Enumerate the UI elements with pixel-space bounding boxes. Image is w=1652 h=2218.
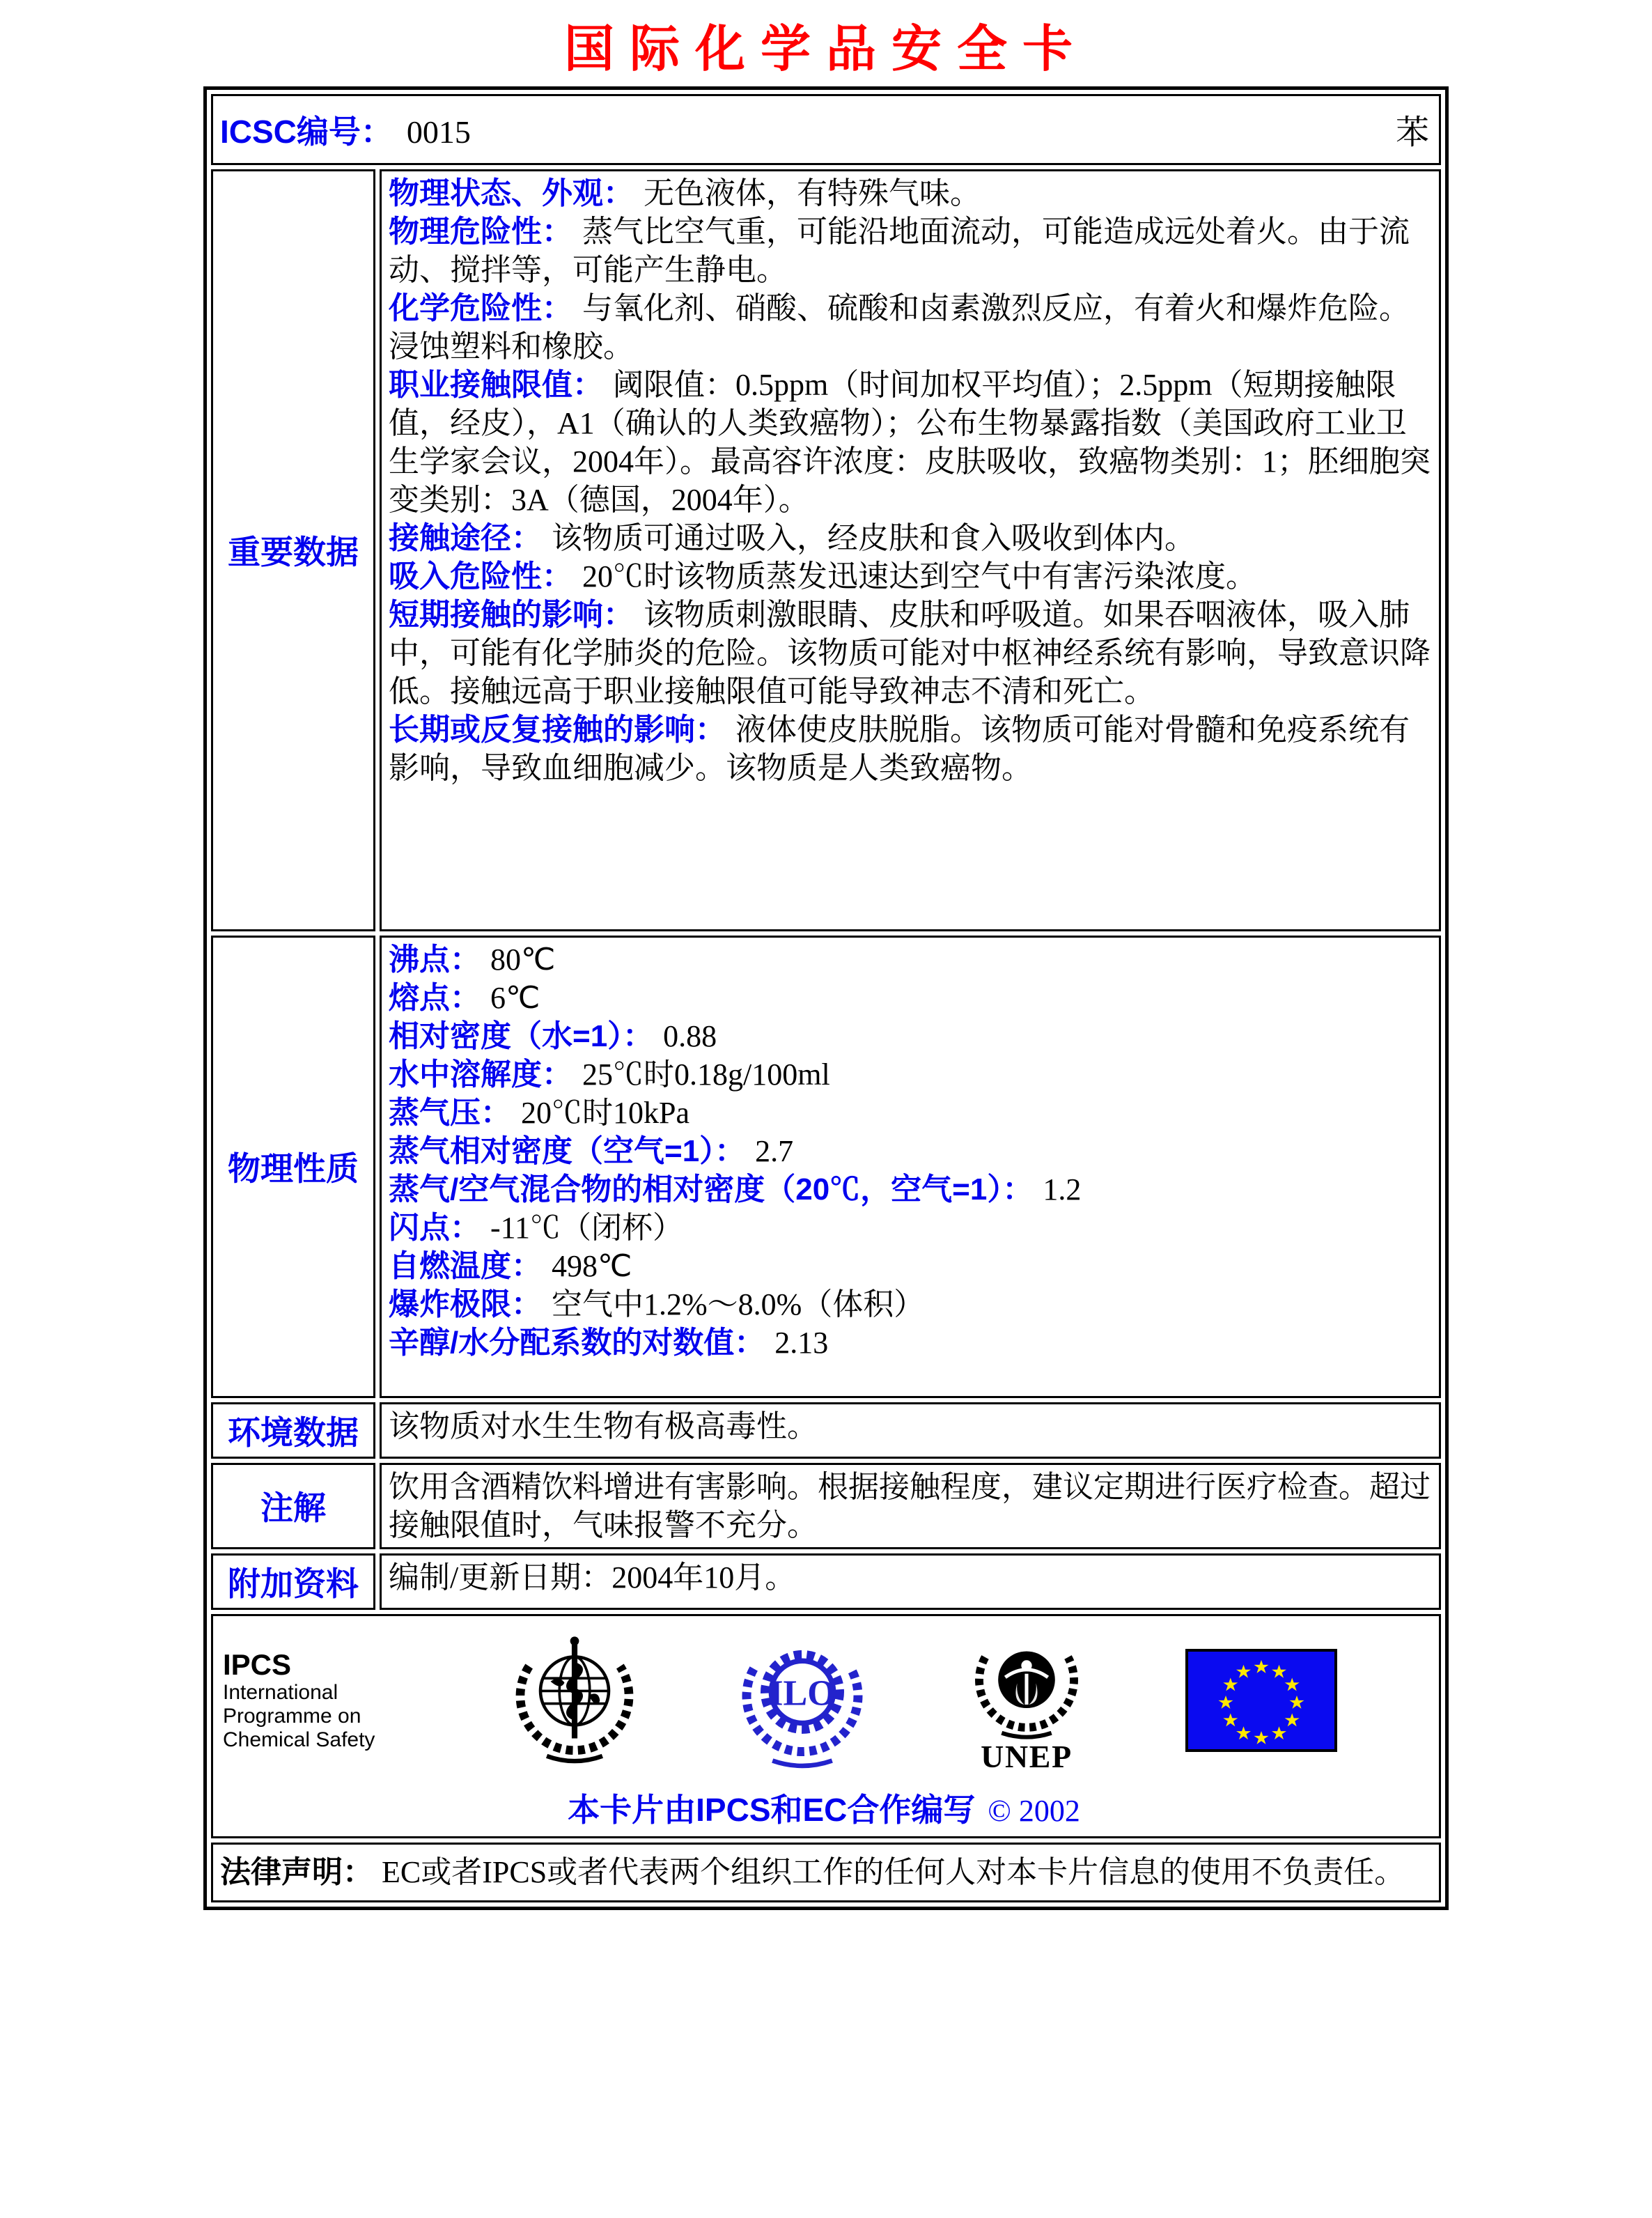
item-text: 与氧化剂、硝酸、硫酸和卤素激烈反应，有着火和爆炸危险。浸蚀塑料和橡胶。: [389, 290, 1410, 364]
item-label: 物理危险性：: [389, 214, 572, 249]
who-logo-icon: [511, 1632, 638, 1769]
item-text: 20℃时该物质蒸发迅速达到空气中有害污染浓度。: [582, 559, 1256, 594]
item-text: 6℃: [490, 980, 540, 1015]
item-label: 蒸气压：: [389, 1095, 511, 1130]
legal-label: 法律声明：: [220, 1854, 373, 1889]
physical-property: [389, 1017, 1432, 1055]
item-text: 20℃时10kPa: [521, 1095, 689, 1130]
physical-property: [389, 1094, 1432, 1132]
important-data-item: [389, 711, 1432, 787]
environment-content: [380, 1402, 1441, 1459]
section-cell-physical-properties: [211, 936, 375, 1398]
ipcs-subtitle-line: Chemical Safety: [223, 1728, 375, 1751]
copyright-year: © 2002: [988, 1793, 1080, 1828]
section-label-environment: 环境数据: [228, 1413, 359, 1451]
icsc-number-value: 0015: [406, 114, 471, 150]
important-data-item: [389, 596, 1432, 711]
icsc-number-label: ICSC编号：: [220, 113, 393, 150]
footer-caption-text: 本卡片由IPCS和EC合作编写: [568, 1791, 976, 1828]
item-text: 液体使皮肤脱脂。该物质可能对骨髓和免疫系统有影响，导致血细胞减少。该物质是人类致癌物。: [389, 712, 1410, 785]
legal-cell: [211, 1843, 1441, 1902]
important-data-content: [380, 169, 1441, 931]
physical-property: [389, 1132, 1432, 1170]
item-label: 蒸气/空气混合物的相对密度（20℃，空气=1）：: [389, 1172, 1034, 1207]
logos-cell: [211, 1614, 1441, 1838]
physical-property: [389, 1324, 1432, 1362]
ipcs-subtitle-line: International: [223, 1680, 338, 1704]
physical-property: [389, 1247, 1432, 1285]
ipcs-text-block: [223, 1649, 411, 1752]
item-text: 498℃: [552, 1248, 632, 1283]
environment-row: [211, 1402, 1441, 1459]
item-text: 0.88: [663, 1018, 717, 1053]
ilo-logo-icon: [738, 1632, 867, 1769]
physical-property: [389, 1055, 1432, 1094]
svg-text:UNEP: UNEP: [980, 1738, 1073, 1774]
important-data-row: [211, 169, 1441, 931]
header-row: [211, 94, 1441, 165]
physical-property: [389, 1170, 1432, 1209]
item-text: 2.7: [755, 1133, 794, 1168]
ipcs-title: IPCS: [223, 1647, 292, 1681]
item-text: 2.13: [774, 1325, 829, 1360]
additional-info-content: [380, 1553, 1441, 1610]
physical-property: [389, 1209, 1432, 1247]
item-label: 熔点：: [389, 980, 481, 1015]
legal-row: [211, 1843, 1441, 1902]
section-cell-important-data: [211, 169, 375, 931]
unep-logo-icon: [967, 1627, 1086, 1774]
logos-row: [211, 1614, 1441, 1838]
item-label: 水中溶解度：: [389, 1057, 572, 1092]
item-label: 自燃温度：: [389, 1248, 542, 1283]
notes-content: [380, 1463, 1441, 1549]
environment-text: 该物质对水生生物有极高毒性。: [389, 1409, 818, 1443]
item-label: 相对密度（水=1）：: [389, 1018, 654, 1053]
svg-text:ILO: ILO: [769, 1673, 836, 1714]
item-text: 空气中1.2%～8.0%（体积）: [552, 1287, 925, 1321]
physical-properties-content: [380, 936, 1441, 1398]
item-label: 吸入危险性：: [389, 559, 572, 594]
header-cell: [211, 94, 1441, 165]
item-label: 长期或反复接触的影响：: [389, 712, 726, 747]
icsc-number-group: [220, 107, 471, 153]
item-label: 职业接触限值：: [389, 367, 603, 402]
item-text: 阈限值：0.5ppm（时间加权平均值）；2.5ppm（短期接触限值，经皮），A1（确认的人类致癌物）；公布生物暴露指数（美国政府工业卫生学家会议，2004年）。最高容许浓度：皮肤吸收，致癌物类别：1；胚细胞突变类别：3A（德国，2004年）。: [389, 367, 1431, 517]
important-data-item: [389, 366, 1432, 519]
eu-flag-icon: [1185, 1649, 1337, 1752]
notes-text: 饮用含酒精饮料增进有害影响。根据接触程度，建议定期进行医疗检查。超过接触限值时，气味报警不充分。: [389, 1469, 1431, 1542]
item-text: 该物质可通过吸入，经皮肤和食入吸收到体内。: [552, 520, 1195, 555]
additional-info-text: 编制/更新日期：2004年10月。: [389, 1560, 796, 1595]
physical-property: [389, 979, 1432, 1017]
notes-row: [211, 1463, 1441, 1549]
item-text: 该物质刺激眼睛、皮肤和呼吸道。如果吞咽液体，吸入肺中，可能有化学肺炎的危险。该物质可能对中枢神经系统有影响，导致意识降低。接触远高于职业接触限值可能导致神志不清和死亡。: [389, 597, 1431, 708]
item-text: -11℃（闭杯）: [490, 1210, 684, 1245]
item-label: 化学危险性：: [389, 290, 572, 325]
item-label: 蒸气相对密度（空气=1）：: [389, 1133, 746, 1168]
section-label-physical-properties: 物理性质: [228, 1150, 359, 1188]
ipcs-subtitle-line: Programme on: [223, 1704, 361, 1728]
section-label-notes: 注解: [260, 1489, 326, 1527]
item-label: 爆炸极限：: [389, 1287, 542, 1321]
item-label: 辛醇/水分配系数的对数值：: [389, 1325, 765, 1360]
additional-info-row: [211, 1553, 1441, 1610]
section-cell-environment: [211, 1402, 375, 1459]
item-label: 物理状态、外观：: [389, 176, 634, 210]
physical-properties-row: [211, 936, 1441, 1398]
section-cell-additional-info: [211, 1553, 375, 1610]
chemical-name: 苯: [1395, 114, 1429, 152]
icsc-card-table: [203, 86, 1449, 1910]
item-text: 25℃时0.18g/100ml: [582, 1057, 830, 1092]
section-label-additional-info: 附加资料: [228, 1565, 359, 1602]
important-data-item: [389, 174, 1432, 212]
important-data-item: [389, 212, 1432, 289]
item-label: 闪点：: [389, 1210, 481, 1245]
important-data-item: [389, 289, 1432, 366]
legal-text: EC或者IPCS或者代表两个组织工作的任何人对本卡片信息的使用不负责任。: [382, 1854, 1405, 1889]
footer-caption: [220, 1785, 1428, 1831]
important-data-item: [389, 519, 1432, 557]
item-text: 80℃: [490, 942, 556, 977]
item-label: 接触途径：: [389, 520, 542, 555]
item-text: 无色液体，有特殊气味。: [644, 176, 981, 210]
document-title: 国际化学品安全卡: [563, 22, 1088, 77]
item-label: 沸点：: [389, 942, 481, 977]
important-data-item: [389, 557, 1432, 596]
item-label: 短期接触的影响：: [389, 597, 634, 632]
physical-property: [389, 1285, 1432, 1324]
physical-property: [389, 940, 1432, 979]
section-cell-notes: [211, 1463, 375, 1549]
item-text: 蒸气比空气重，可能沿地面流动，可能造成远处着火。由于流动、搅拌等，可能产生静电。: [389, 214, 1410, 287]
item-text: 1.2: [1043, 1172, 1082, 1207]
section-label-important-data: 重要数据: [228, 534, 359, 571]
